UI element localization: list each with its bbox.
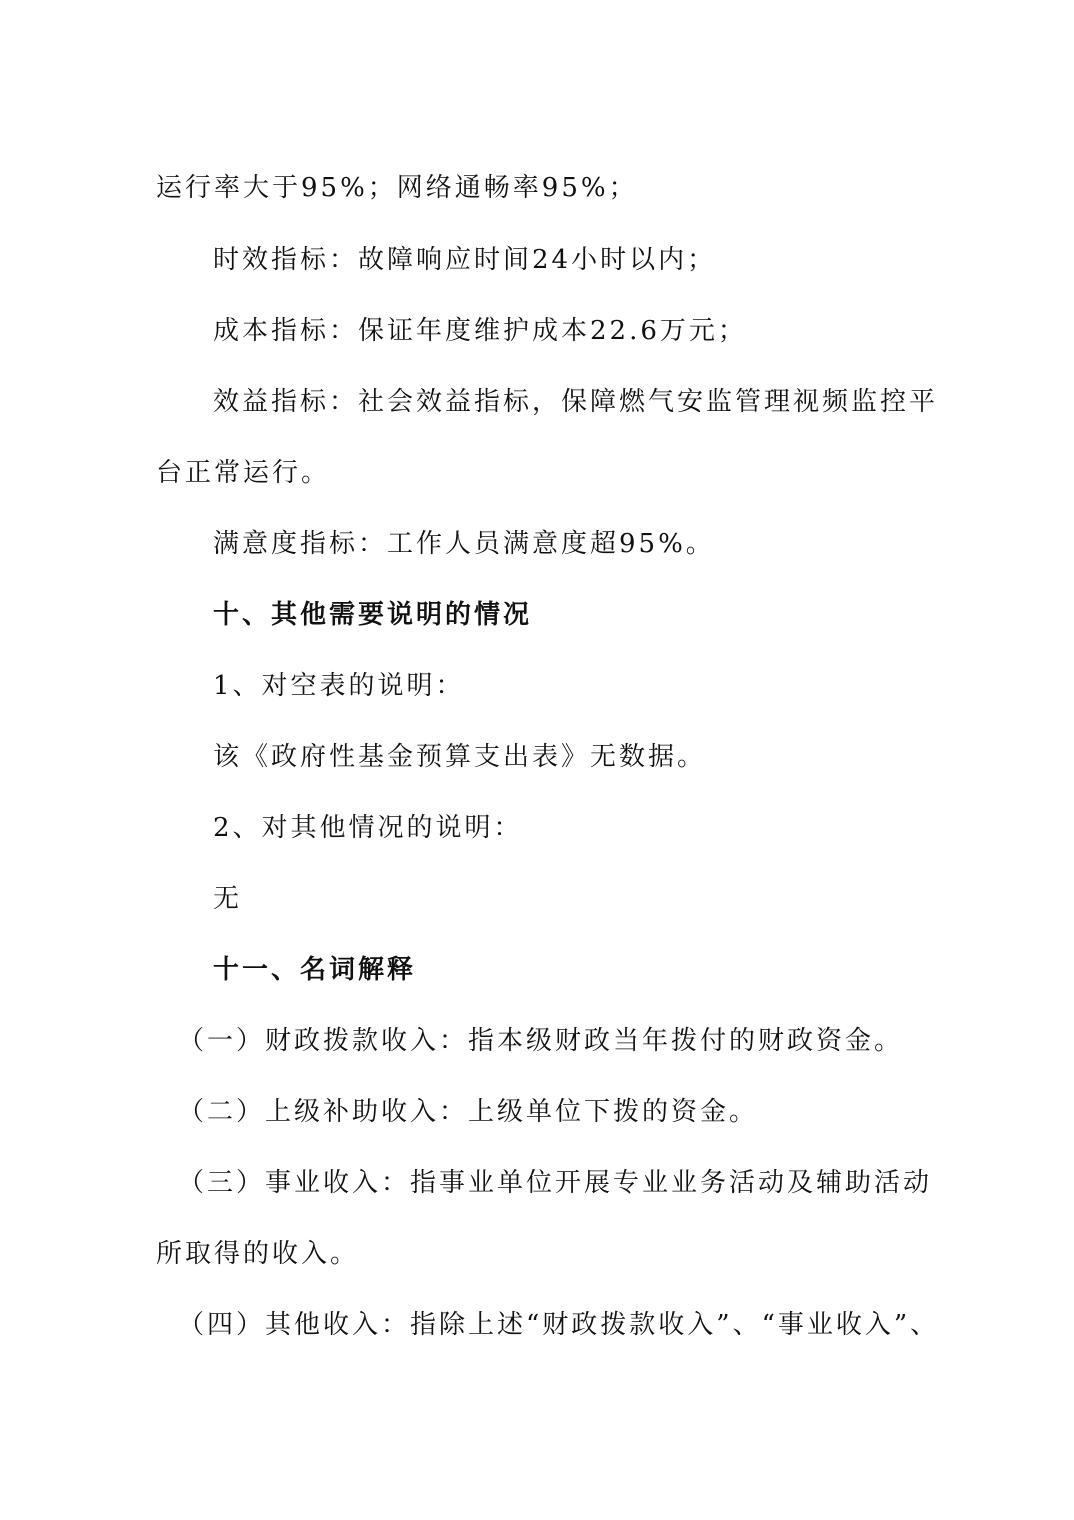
paragraph-timeliness-indicator: 时效指标：故障响应时间24小时以内；: [213, 245, 717, 275]
glossary-term-fiscal-appropriation: （一）财政拨款收入：指本级财政当年拨付的财政资金。: [178, 1026, 904, 1056]
paragraph-benefit-indicator-continued: 台正常运行。: [156, 458, 331, 488]
glossary-term-superior-subsidy: （二）上级补助收入：上级单位下拨的资金。: [178, 1097, 759, 1127]
paragraph-satisfaction-indicator: 满意度指标：工作人员满意度超95%。: [213, 529, 715, 559]
glossary-term-business-income: （三）事业收入：指事业单位开展专业业务活动及辅助活动: [178, 1168, 933, 1198]
paragraph-benefit-indicator: 效益指标：社会效益指标，保障燃气安监管理视频监控平: [213, 387, 939, 417]
item-empty-table-body: 该《政府性基金预算支出表》无数据。: [213, 742, 707, 772]
glossary-term-other-income: （四）其他收入：指除上述“财政拨款收入”、“事业收入”、: [178, 1310, 940, 1340]
paragraph-quantity-continued: 运行率大于95%；网络通畅率95%；: [156, 173, 638, 203]
section-heading-other-notes: 十、其他需要说明的情况: [213, 600, 533, 630]
paragraph-cost-indicator: 成本指标：保证年度维护成本22.6万元；: [213, 316, 747, 346]
item-other-situations-title: 2、对其他情况的说明：: [213, 813, 523, 843]
section-heading-glossary: 十一、名词解释: [213, 955, 417, 985]
item-other-situations-body: 无: [213, 884, 243, 914]
glossary-term-business-income-continued: 所取得的收入。: [156, 1239, 360, 1269]
item-empty-table-title: 1、对空表的说明：: [213, 671, 465, 701]
